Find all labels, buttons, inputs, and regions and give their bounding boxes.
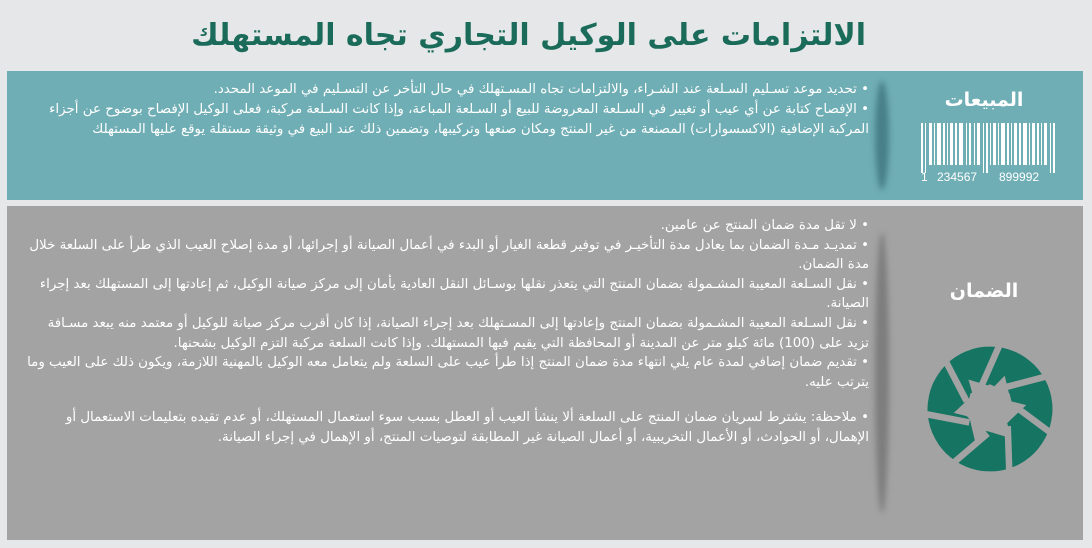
warranty-label: الضمان <box>949 280 1019 302</box>
sales-item-disclosure: • الإفصاح كتابة عن أي عيب أو تغيير في السـلعة المعروضة للبيع أو السـلعة المباعة، وإذا كانت السـلعة مركبة، فعلى الوكيل الإفصاح بوضوح عن أجزاء المركبة الإضافية (الاكسسوارات) المصنعة من غير المنتج ومكان صنعها وتركيبها، وتضمين ذلك عند البيع في وثيقة مستقلة يوقع عليها المستهلك <box>49 102 869 137</box>
warranty-panel <box>7 206 1083 540</box>
barcode-digits-left: 234567 <box>937 170 978 184</box>
warranty-item-distance: • نقل السـلعة المعيبة المشـمولة بضمان المنتج وإعادتها إلى المسـتهلك بعد إجراء الصيانة، إذا كان أقرب مركز صيانة للوكيل أو معتمد منه يبعد مسـافة تزيد على (100) مائة كيلو متر عن المدينة أو المحافظة التي يقيم فيها المستهلك. وإذا كانت السلعة مركبة التزم الوكيل بشحنها. <box>47 315 869 351</box>
warranty-item-additional: • تقديم ضمان إضافي لمدة عام يلي انتهاء مدة ضمان المنتج إذا طرأ عيب على السلعة ولم يتعامل معه الوكيل بالمهنية اللازمة، ويكون ذلك على العيب وما يترتب عليه. <box>27 355 869 390</box>
aperture-icon <box>925 344 1055 474</box>
sales-label: المبيعات <box>944 89 1024 111</box>
barcode-digits <box>921 170 1061 184</box>
warranty-label-column <box>885 206 1083 540</box>
warranty-content <box>7 206 885 540</box>
barcode-icon <box>921 123 1061 185</box>
warranty-item-transport: • نقل السـلعة المعيبة المشـمولة بضمان المنتج التي يتعذر نقلها بوسـائل النقل العادية بأمان إلى مركز صيانة الوكيل، ثم إعادتها إلى المستهلك بعد إجراء الصيانة. <box>39 276 869 312</box>
barcode-digit-first: 1 <box>921 170 928 184</box>
page-title: الالتزامات على الوكيل التجاري تجاه المستهلك <box>191 18 866 53</box>
warranty-item-extension: • تمديـد مـدة الضمان بما يعادل مدة التأخيـر في توفير قطعة الغيار أو البدء في أعمال الصيانة أو إجرائها، أو مدة إصلاح العيب الذي طرأ على السلعة خلال مدة الضمان. <box>29 237 869 273</box>
barcode-digits-right: 899992 <box>999 170 1040 184</box>
sales-item-delivery: • تحديد موعد تسـليم السـلعة عند الشـراء، والالتزامات تجاه المسـتهلك في حال التأخر عن التسـليم في الموعد المحدد. <box>213 82 869 97</box>
warranty-item-duration: • لا تقل مدة ضمان المنتج عن عامين. <box>660 218 869 233</box>
sales-panel <box>7 71 1083 200</box>
sales-content <box>7 71 885 200</box>
warranty-note: • ملاحظة: يشترط لسريان ضمان المنتج على السلعة ألا ينشأ العيب أو العطل بسبب سوء استعمال المستهلك، أو عدم تقيده بتعليمات الاستعمال أو الإهمال، أو الحوادث، أو الأعمال التخريبية، أو أعمال الصيانة غير المطابقة لتوصيات المنتج، أو الإهمال في إجراء الصيانة. <box>65 410 869 445</box>
sales-label-column <box>885 71 1083 200</box>
